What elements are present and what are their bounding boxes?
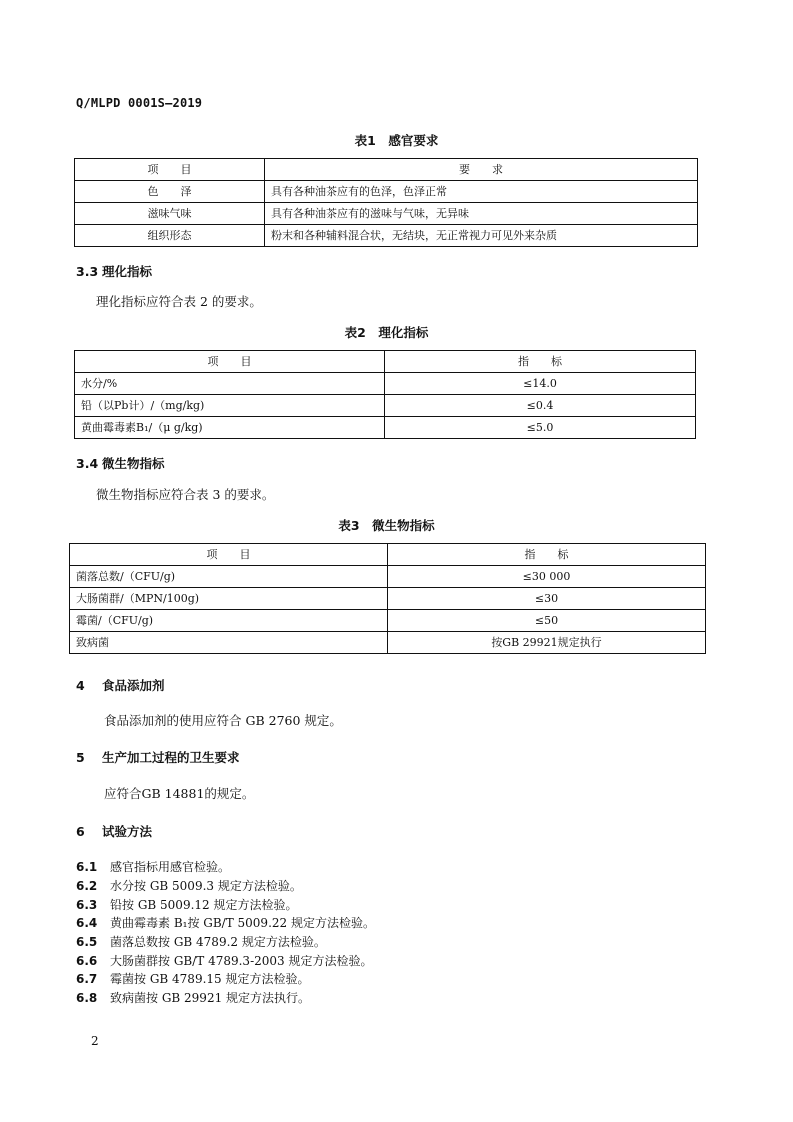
section-5-heading — [76, 748, 240, 766]
method-number: 6.7 — [76, 972, 98, 986]
method-number: 6.8 — [76, 991, 98, 1005]
section-6-heading — [76, 822, 152, 840]
table-row — [70, 632, 706, 654]
table-row — [75, 181, 698, 203]
section-number: 4 — [76, 678, 85, 693]
method-item — [76, 858, 230, 875]
method-text: 感官指标用感官检验。 — [110, 860, 231, 874]
method-item — [76, 952, 372, 969]
table-cell: ≤5.0 — [385, 417, 696, 439]
table1-header-requirement: 要 求 — [265, 159, 698, 181]
document-code: Q/MLPD 0001S—2019 — [76, 96, 203, 110]
table1-caption: 表1 感官要求 — [354, 133, 439, 148]
table-cell: ≤50 — [388, 610, 706, 632]
table-row — [75, 395, 696, 417]
section-number: 3.3 — [76, 264, 99, 279]
section-5-text: 应符合GB 14881的规定。 — [104, 786, 255, 801]
section-3-3-text: 理化指标应符合表 2 的要求。 — [96, 294, 262, 309]
table-cell: ≤30 000 — [388, 566, 706, 588]
method-item — [76, 914, 375, 931]
table-cell: 滋味气味 — [75, 203, 265, 225]
section-3-4-heading — [76, 454, 165, 472]
table-row — [75, 417, 696, 439]
table3-header-row — [70, 544, 706, 566]
method-text: 菌落总数按 GB 4789.2 规定方法检验。 — [110, 935, 326, 949]
method-number: 6.5 — [76, 935, 98, 949]
table3-caption: 表3 微生物指标 — [338, 518, 435, 533]
table-cell: 按GB 29921规定执行 — [388, 632, 706, 654]
section-title: 食品添加剂 — [102, 678, 165, 693]
table-cell: 具有各种油茶应有的滋味与气味，无异味 — [265, 203, 698, 225]
method-number: 6.3 — [76, 898, 98, 912]
table-cell: 色 泽 — [75, 181, 265, 203]
table-cell: 致病菌 — [70, 632, 388, 654]
section-number: 3.4 — [76, 456, 99, 471]
table-cell: 黄曲霉毒素B₁/（μ g/kg) — [75, 417, 385, 439]
method-number: 6.6 — [76, 954, 98, 968]
method-text: 铅按 GB 5009.12 规定方法检验。 — [110, 898, 298, 912]
method-item — [76, 877, 302, 894]
page-number: 2 — [91, 1034, 99, 1048]
table-row — [75, 203, 698, 225]
method-number: 6.2 — [76, 879, 98, 893]
table3 — [69, 543, 706, 654]
table-cell: ≤14.0 — [385, 373, 696, 395]
section-3-4-text: 微生物指标应符合表 3 的要求。 — [96, 487, 275, 502]
table2-caption: 表2 理化指标 — [344, 325, 429, 340]
table2-header-index: 指 标 — [385, 351, 696, 373]
table-row — [70, 588, 706, 610]
table-row — [70, 610, 706, 632]
method-text: 水分按 GB 5009.3 规定方法检验。 — [110, 879, 302, 893]
method-text: 霉菌按 GB 4789.15 规定方法检验。 — [110, 972, 310, 986]
table-cell: 组织形态 — [75, 225, 265, 247]
table-row — [75, 225, 698, 247]
section-number: 5 — [76, 750, 85, 765]
table-cell: ≤30 — [388, 588, 706, 610]
section-4-text: 食品添加剂的使用应符合 GB 2760 规定。 — [104, 713, 342, 728]
section-title: 生产加工过程的卫生要求 — [102, 750, 240, 765]
table-cell: ≤0.4 — [385, 395, 696, 417]
method-text: 黄曲霉毒素 B₁按 GB/T 5009.22 规定方法检验。 — [110, 916, 375, 930]
table2 — [74, 350, 696, 439]
table-cell: 菌落总数/（CFU/g) — [70, 566, 388, 588]
section-4-heading — [76, 676, 165, 694]
table2-header-row — [75, 351, 696, 373]
section-title: 试验方法 — [102, 824, 153, 839]
method-text: 致病菌按 GB 29921 规定方法执行。 — [110, 991, 311, 1005]
table-cell: 霉菌/（CFU/g) — [70, 610, 388, 632]
method-text: 大肠菌群按 GB/T 4789.3-2003 规定方法检验。 — [110, 954, 373, 968]
table-cell: 水分/% — [75, 373, 385, 395]
table-row — [70, 566, 706, 588]
table3-header-item: 项 目 — [70, 544, 388, 566]
table-cell: 具有各种油茶应有的色泽，色泽正常 — [265, 181, 698, 203]
method-item — [76, 970, 309, 987]
section-number: 6 — [76, 824, 85, 839]
method-number: 6.1 — [76, 860, 98, 874]
table-row — [75, 373, 696, 395]
method-number: 6.4 — [76, 916, 98, 930]
table2-header-item: 项 目 — [75, 351, 385, 373]
table-cell: 大肠菌群/（MPN/100g) — [70, 588, 388, 610]
method-item — [76, 896, 297, 913]
table1 — [74, 158, 698, 247]
method-item — [76, 933, 326, 950]
table3-header-index: 指 标 — [388, 544, 706, 566]
table-cell: 粉末和各种辅料混合状，无结块，无正常视力可见外来杂质 — [265, 225, 698, 247]
table-cell: 铅（以Pb计）/（mg/kg) — [75, 395, 385, 417]
section-title: 理化指标 — [102, 264, 153, 279]
table1-header-item: 项 目 — [75, 159, 265, 181]
table1-header-row — [75, 159, 698, 181]
method-item — [76, 989, 310, 1006]
section-3-3-heading — [76, 262, 152, 280]
section-title: 微生物指标 — [102, 456, 165, 471]
